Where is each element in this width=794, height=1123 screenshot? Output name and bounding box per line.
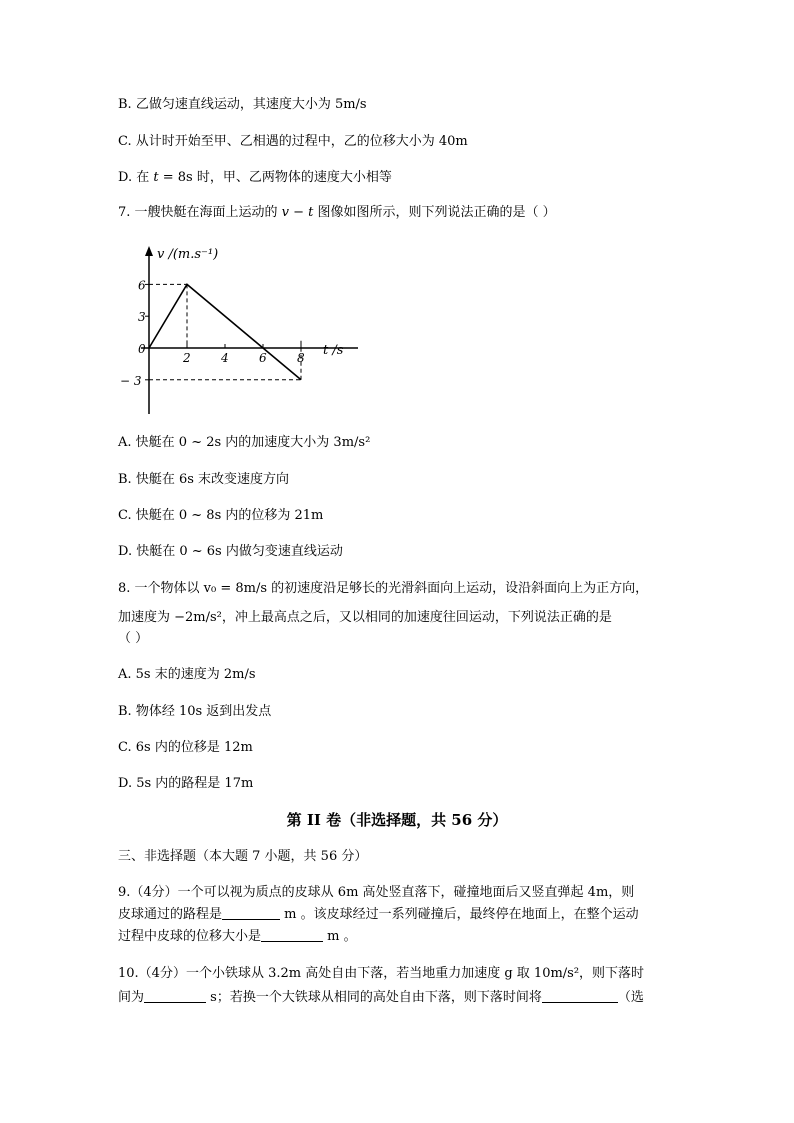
q10-l2c: （选	[617, 990, 644, 1005]
q9-l3a: 过程中皮球的位移大小是	[118, 929, 262, 944]
q6-option-b: B. 乙做匀速直线运动，其速度大小为 5m/s	[118, 97, 367, 112]
q10-line1: 10.（4分）一个小铁球从 3.2m 高处自由下落，若当地重力加速度 g 取 10m/s²，则下落时	[118, 966, 645, 981]
y-tick-label-2: 0	[138, 342, 146, 356]
q7-stem-var: v − t	[281, 205, 314, 220]
graph-labels	[120, 247, 344, 388]
q7-option-b: B. 快艇在 6s 末改变速度方向	[118, 472, 290, 487]
q7-option-a: A. 快艇在 0 ~ 2s 内的加速度大小为 3m/s²	[118, 435, 371, 450]
q8-stem-line2: 加速度为 −2m/s²，冲上最高点之后，又以相同的加速度往回运动，下列说法正确的是	[118, 610, 612, 625]
q9-line3	[118, 928, 357, 946]
q7-stem-pre: 7. 一艘快艇在海面上运动的	[118, 205, 282, 220]
q8-option-d: D. 5s 内的路程是 17m	[118, 776, 254, 791]
q7-option-d: D. 快艇在 0 ~ 6s 内做匀变速直线运动	[118, 544, 343, 559]
velocity-line	[149, 284, 301, 379]
graph-marks	[145, 284, 301, 379]
q8-option-b: B. 物体经 10s 返到出发点	[118, 704, 272, 719]
q8-stem-line1: 8. 一个物体以 v₀ = 8m/s 的初速度沿足够长的光滑斜面向上运动，设沿斜面向上为正方向，	[118, 581, 649, 596]
q7-stem	[118, 204, 556, 222]
x-tick-label-2: 2	[183, 351, 191, 365]
x-tick-label-8: 8	[297, 351, 305, 365]
y-axis-arrow	[145, 246, 153, 256]
q7-stem-post: 图像如图所示，则下列说法正确的是（ ）	[313, 205, 556, 220]
q6-d-var: t	[153, 170, 159, 185]
vt-graph	[118, 238, 368, 418]
q9-line2	[118, 906, 639, 924]
x-tick-label-4: 4	[221, 351, 229, 365]
part2-title: 第 II 卷（非选择题，共 56 分）	[286, 811, 508, 829]
q8-option-c: C. 6s 内的位移是 12m	[118, 740, 253, 755]
q10-l2a: 间为	[118, 990, 145, 1005]
q10-l2b: s；若换一个大铁球从相同的高处自由下落，则下落时间将	[206, 990, 542, 1005]
q9-l3b: m 。	[323, 929, 357, 944]
q9-l2a: 皮球通过的路程是	[118, 907, 223, 922]
q8-option-a: A. 5s 末的速度为 2m/s	[118, 667, 256, 682]
q6-d-post: = 8s 时，甲、乙两物体的速度大小相等	[158, 170, 392, 185]
q6-d-pre: D. 在	[118, 170, 154, 185]
q6-option-c: C. 从计时开始至甲、乙相遇的过程中，乙的位移大小为 40m	[118, 134, 468, 149]
x-axis-label: t /s	[323, 343, 344, 358]
q9-line1: 9.（4分）一个可以视为质点的皮球从 6m 高处竖直落下，碰撞地面后又竖直弹起 4m，则	[118, 885, 635, 900]
y-tick-label-3: − 3	[120, 373, 142, 388]
y-tick-label-1: 3	[138, 310, 146, 325]
q10-blank-1[interactable]	[144, 989, 206, 1003]
y-tick-label-0: 6	[138, 278, 146, 293]
graph-axes	[141, 246, 358, 414]
q10-blank-2[interactable]	[542, 989, 618, 1003]
q6-option-d	[118, 169, 392, 187]
q8-stem-line3: （ ）	[118, 631, 149, 646]
part2-heading: 三、非选择题（本大题 7 小题，共 56 分）	[118, 849, 368, 864]
q7-option-c: C. 快艇在 0 ~ 8s 内的位移为 21m	[118, 508, 324, 523]
x-tick-label-6: 6	[259, 351, 267, 365]
q9-l2b: m 。该皮球经过一系列碰撞后，最终停在地面上，在整个运动	[280, 907, 639, 922]
y-axis-label: v /(m.s⁻¹)	[157, 247, 219, 262]
q10-line2	[118, 989, 644, 1007]
q9-blank-2[interactable]	[261, 928, 323, 942]
q9-blank-1[interactable]	[222, 906, 280, 920]
